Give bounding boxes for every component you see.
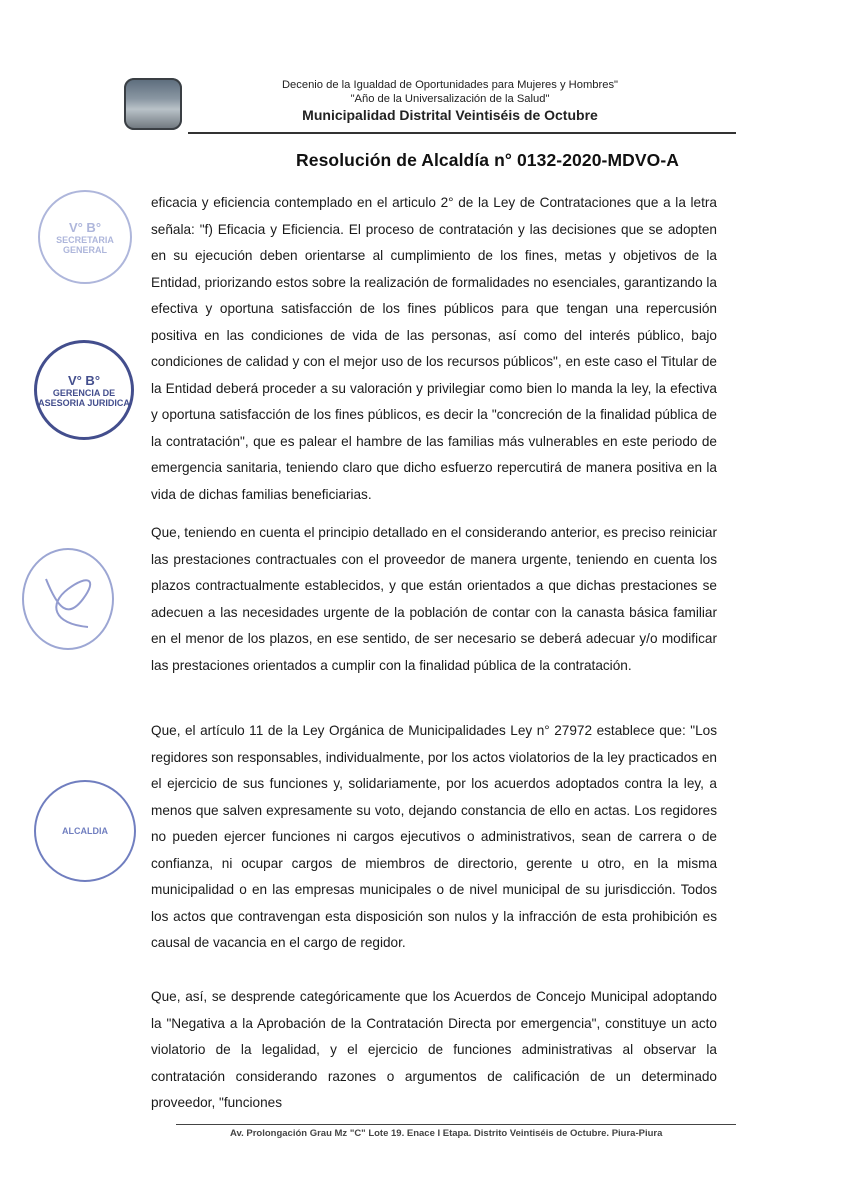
footer-divider — [176, 1124, 736, 1125]
header — [240, 78, 660, 124]
paragraph-3: Que, el artículo 11 de la Ley Orgánica de Municipalidades Ley n° 27972 establece que: "Los regidores son responsables, individualmente, por los actos violatorios de la ley practicados en el ejercicio de sus funciones y, solidariamente, por los acuerdos adoptados contra la ley, a menos que salven expresamente su voto, dejando constancia de ello en actas. Los regidores no pueden ejercer funciones ni cargos ejecutivos o administrativos, sean de carrera o de confianza, ni ocupar cargos de miembros de directorio, gerente u otro, en la misma municipalidad o en las empresas municipales o de nivel municipal de su jurisdicción. Todos los actos que contravengan esta disposición son nulos y la infracción de esta prohibición es causal de vacancia en el cargo de regidor. — [151, 723, 717, 950]
asesoria-juridica-stamp — [34, 340, 134, 440]
header-line-1: Decenio de la Igualdad de Oportunidades para Mujeres y Hombres" — [281, 79, 619, 91]
footer-address: Av. Prolongación Grau Mz "C" Lote 19. Enace I Etapa. Distrito Veintiséis de Octubre. Piura-Piura — [230, 1128, 663, 1139]
paragraph-2: Que, teniendo en cuenta el principio detallado en el considerando anterior, es preciso reiniciar las prestaciones contractuales con el proveedor de manera urgente, teniendo en cuenta los plazos contractualmente establecidos, y que están orientados a que dichas prestaciones se adecuen a las necesidades urgente de la población de contar con la canasta básica familiar en el menor de los plazos, en ese sentido, de ser necesario se deberá adecuar y/o modificar las prestaciones orientados a cumplir con la finalidad pública de la contratación. — [151, 525, 717, 673]
stamp-office: GERENCIA DE ASESORIA JURIDICA — [38, 387, 130, 408]
stamp-vb: V° B° — [67, 372, 101, 388]
signature-icon — [38, 569, 98, 629]
municipality-name: Municipalidad Distrital Veintiséis de Octubre — [302, 107, 598, 123]
document-title: Resolución de Alcaldía n° 0132-2020-MDVO-A — [296, 150, 680, 170]
secretaria-general-stamp — [38, 190, 132, 284]
stamp-vb: V° B° — [68, 219, 102, 235]
municipal-logo — [124, 78, 182, 130]
header-line-2: "Año de la Universalización de la Salud" — [350, 93, 550, 105]
paragraph-1: eficacia y eficiencia contemplado en el articulo 2° de la Ley de Contrataciones que a la letra señala: "f) Eficacia y Eficiencia. El proceso de contratación y las decisiones que se adopten en su ejecución deben orientarse al cumplimiento de los fines, metas y objetivos de la Entidad, priorizando estos sobre la realización de formalidades no esenciales, garantizando la efectiva y oportuna satisfacción de los fines públicos para que tengan una repercusión positiva en las condiciones de vida de las personas, así como del interés público, bajo condiciones de calidad y con el mejor uso de los recursos públicos", en este caso el Titular de la Entidad deberá proceder a su valoración y privilegiar como bien lo manda la ley, la efectiva y oportuna satisfacción de los fines públicos, es decir la "concreción de la finalidad pública de la contratación", que es palear el hambre de las familias más vulnerables en este periodo de emergencia sanitaria, teniendo claro que dicho esfuerzo repercutirá de manera positiva en la vida de dichas familias beneficiarias. — [151, 195, 717, 502]
signature-stamp — [22, 548, 114, 650]
paragraph-4: Que, así, se desprende categóricamente que los Acuerdos de Concejo Municipal adoptando la "Negativa a la Aprobación de la Contratación Directa por emergencia", constituye un acto violatorio de la legalidad, y el ejercicio de funciones administrativas al observar la contratación considerando razones o argumentos de calificación de un determinado proveedor, "funciones — [151, 989, 717, 1110]
stamp-office: SECRETARIA GENERAL — [56, 234, 114, 255]
stamp-office: ALCALDIA — [62, 826, 108, 836]
header-divider — [188, 132, 736, 134]
alcaldia-stamp — [34, 780, 136, 882]
